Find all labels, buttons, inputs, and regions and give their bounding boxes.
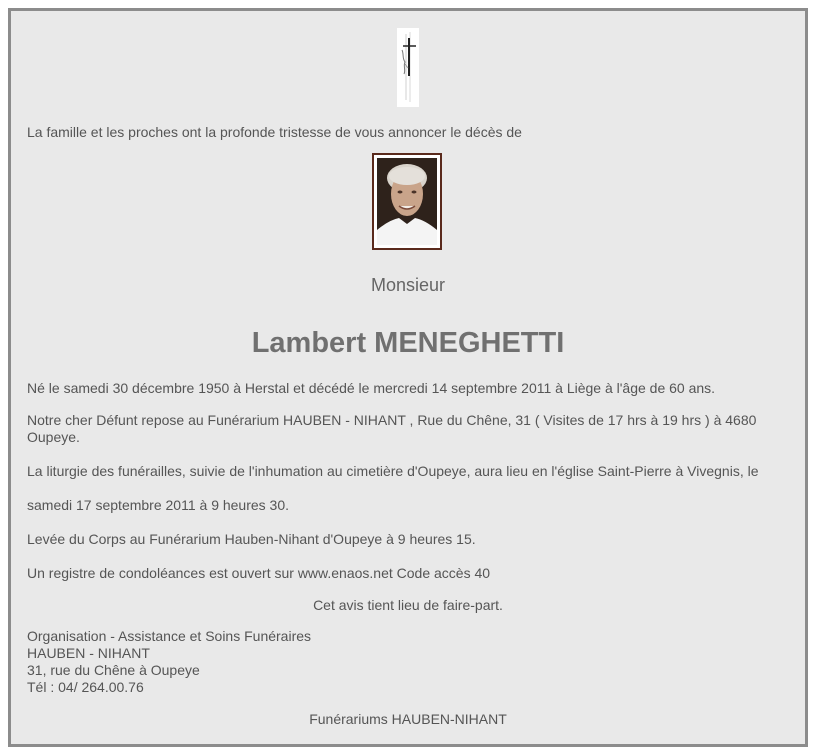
portrait-image: [377, 158, 437, 245]
register-text: Un registre de condoléances est ouvert sur www.enaos.net Code accès 40: [27, 565, 491, 581]
levee-text: Levée du Corps au Funérarium Hauben-Nihant d'Oupeye à 9 heures 15.: [27, 531, 476, 547]
honorific-title: Monsieur: [370, 275, 446, 295]
rest-text-line-1: Notre cher Défunt repose au Funérarium HAUBEN - NIHANT , Rue du Chêne, 31 ( Visites de 17 hrs à 19 hrs ) à 4680: [27, 412, 757, 428]
cross-icon: [397, 28, 419, 107]
portrait-icon: [377, 158, 437, 245]
cross-image: [397, 28, 419, 107]
birth-death-text: Né le samedi 30 décembre 1950 à Herstal et décédé le mercredi 14 septembre 2011 à Liège à l'âge de 60 ans.: [27, 380, 716, 396]
liturgy-text-line-2: samedi 17 septembre 2011 à 9 heures 30.: [27, 497, 290, 513]
portrait-photo: [372, 153, 442, 250]
obituary-card: [8, 8, 808, 747]
deceased-name: Lambert MENEGHETTI: [251, 327, 565, 359]
liturgy-text-line-1: La liturgie des funérailles, suivie de l'inhumation au cimetière d'Oupeye, aura lieu en l'église Saint-Pierre à Vivegnis, le: [27, 463, 759, 479]
organisation-line-4: Tél : 04/ 264.00.76: [27, 679, 144, 695]
organisation-line-1: Organisation - Assistance et Soins Funéraires: [27, 628, 312, 644]
rest-text-line-2: Oupeye.: [27, 429, 80, 445]
organisation-line-3: 31, rue du Chêne à Oupeye: [27, 662, 200, 678]
notice-text: Cet avis tient lieu de faire-part.: [313, 597, 503, 613]
announcement-text: La famille et les proches ont la profonde tristesse de vous annoncer le décès de: [27, 124, 522, 140]
footer-text: Funérariums HAUBEN-NIHANT: [309, 711, 507, 727]
organisation-line-2: HAUBEN - NIHANT: [27, 645, 150, 661]
